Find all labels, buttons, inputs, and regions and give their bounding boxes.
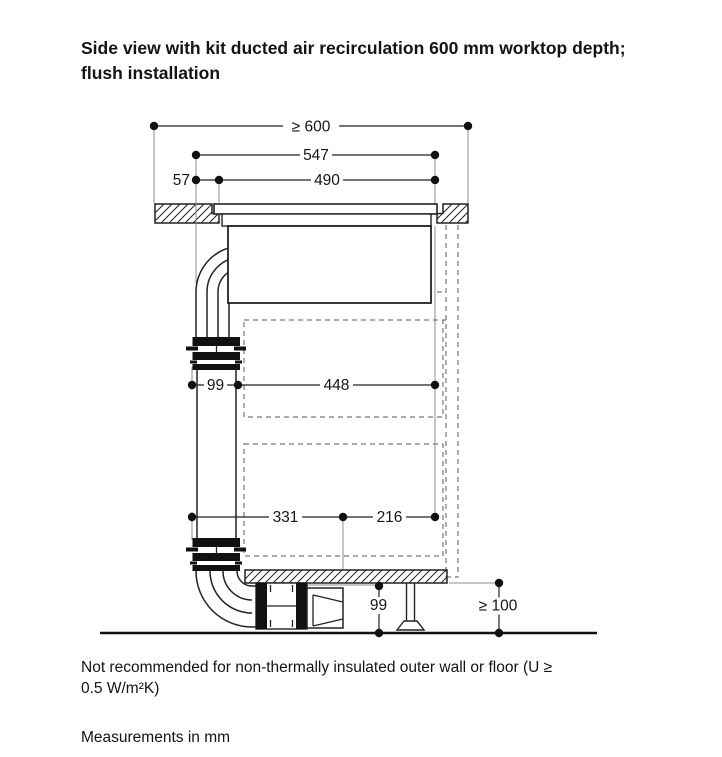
dim-label-490: 490	[314, 172, 340, 189]
dim-label-600: ≥ 600	[291, 118, 331, 136]
units-note: Measurements in mm	[81, 729, 231, 746]
plinth-foot	[397, 583, 424, 630]
dim-label-448: 448	[323, 377, 350, 394]
worktop-left-section	[155, 204, 219, 223]
dim-label-99-plinth: 99	[369, 597, 388, 614]
title-line-1: Side view with kit ducted air recirculation 600 mm worktop depth;	[81, 38, 626, 58]
dim-label-99-duct: 99	[206, 377, 225, 394]
plinth-duct-connector	[256, 583, 307, 629]
dim-label-331: 331	[272, 509, 299, 526]
warning-line-1: Not recommended for non-thermally insulated outer wall or floor (U ≥	[81, 659, 553, 676]
cabinet-base-panel	[245, 570, 447, 583]
warning-note	[81, 657, 641, 700]
duct-connector-lower	[186, 538, 246, 571]
worktop-right-section	[437, 204, 468, 223]
dim-label-100: ≥ 100	[478, 597, 518, 615]
title-line-2: flush installation	[81, 62, 221, 83]
dim-label-216: 216	[376, 509, 403, 526]
air-outlet-diffuser	[307, 588, 343, 628]
hob-frame	[222, 214, 431, 226]
dim-label-57: 57	[172, 172, 190, 189]
hob-appliance	[214, 204, 437, 303]
duct-connector-upper	[186, 337, 246, 370]
warning-line-2: 0.5 W/m²K)	[81, 680, 160, 698]
vertical-duct	[197, 370, 236, 538]
recirculation-kit-upper-outline	[244, 320, 443, 417]
hob-body	[228, 226, 431, 303]
hob-glass-panel	[214, 204, 437, 214]
dim-label-547: 547	[303, 147, 329, 164]
